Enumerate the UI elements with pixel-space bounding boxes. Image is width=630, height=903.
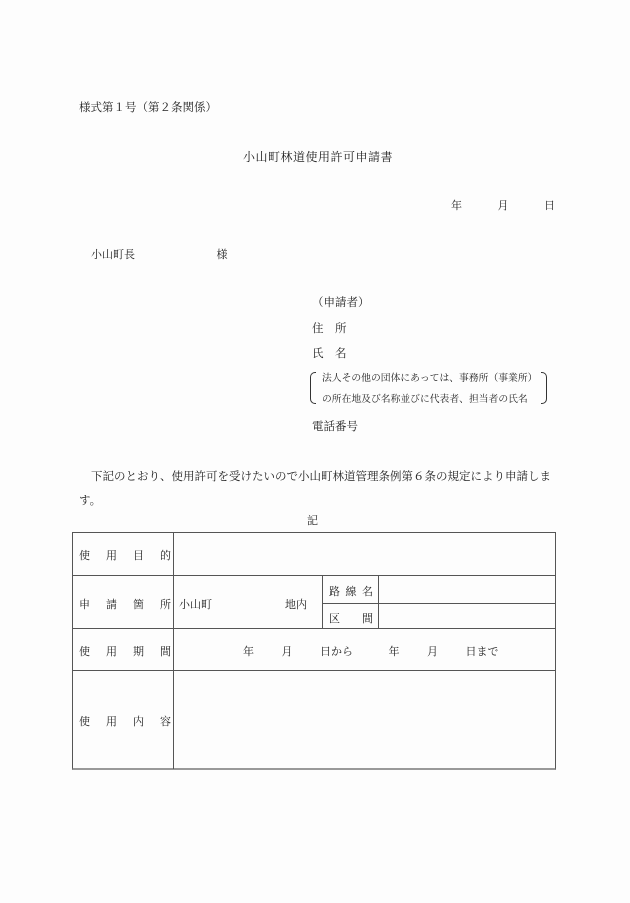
to-year: 年 — [388, 645, 400, 658]
date-line — [451, 197, 555, 213]
period-field[interactable] — [243, 643, 499, 659]
location-label: 申 請 箇 所 — [79, 598, 171, 611]
column-divider — [173, 533, 174, 769]
row-divider — [73, 628, 555, 629]
route-name-input[interactable] — [380, 576, 553, 602]
applicant-label: （申請者） — [312, 295, 370, 309]
date-day[interactable]: 日 — [544, 199, 555, 212]
corporate-note-line2: の所在地及び名称並びに代表者、担当者の氏名 — [322, 394, 528, 405]
date-month[interactable]: 月 — [497, 199, 509, 212]
application-table — [72, 532, 556, 770]
date-year[interactable]: 年 — [451, 199, 462, 212]
applicant-phone-field[interactable]: 電話番号 — [312, 419, 358, 433]
form-number: 様式第１号（第２条関係） — [79, 100, 217, 114]
from-year: 年 — [243, 645, 254, 658]
period-label: 使 用 期 間 — [79, 645, 171, 658]
purpose-input[interactable] — [175, 534, 553, 574]
location-chinai: 地内 — [285, 598, 307, 611]
purpose-label: 使 用 目 的 — [79, 549, 171, 562]
left-bracket — [310, 372, 316, 404]
right-bracket — [541, 372, 547, 404]
section-input[interactable] — [380, 604, 553, 628]
application-statement: 下記のとおり、使用許可を受けたいので小山町林道管理条例第６条の規定により申請します。 — [79, 469, 551, 507]
section-label: 区 間 — [329, 612, 373, 625]
to-day: 日まで — [465, 645, 499, 658]
corporate-note-line1: 法人その他の団体にあっては、事務所（事業所） — [322, 373, 538, 384]
addressee-name: 小山町長 — [91, 248, 135, 261]
route-name-label: 路 線 名 — [329, 585, 374, 598]
to-month: 月 — [427, 645, 438, 658]
honorific: 様 — [216, 248, 228, 261]
sub-column-divider — [378, 575, 379, 628]
addressee — [91, 246, 228, 262]
applicant-name-field[interactable]: 氏 名 — [312, 346, 347, 360]
row-divider — [73, 670, 555, 671]
location-town: 小山町 — [179, 598, 212, 611]
document-title: 小山町林道使用許可申請書 — [243, 150, 394, 164]
applicant-address-field[interactable]: 住 所 — [312, 321, 347, 335]
sub-column-divider — [322, 575, 323, 628]
from-day: 日から — [320, 645, 353, 658]
content-input[interactable] — [175, 672, 553, 768]
ki-heading: 記 — [307, 514, 318, 527]
content-label: 使 用 内 容 — [79, 715, 171, 728]
from-month: 月 — [281, 645, 293, 658]
